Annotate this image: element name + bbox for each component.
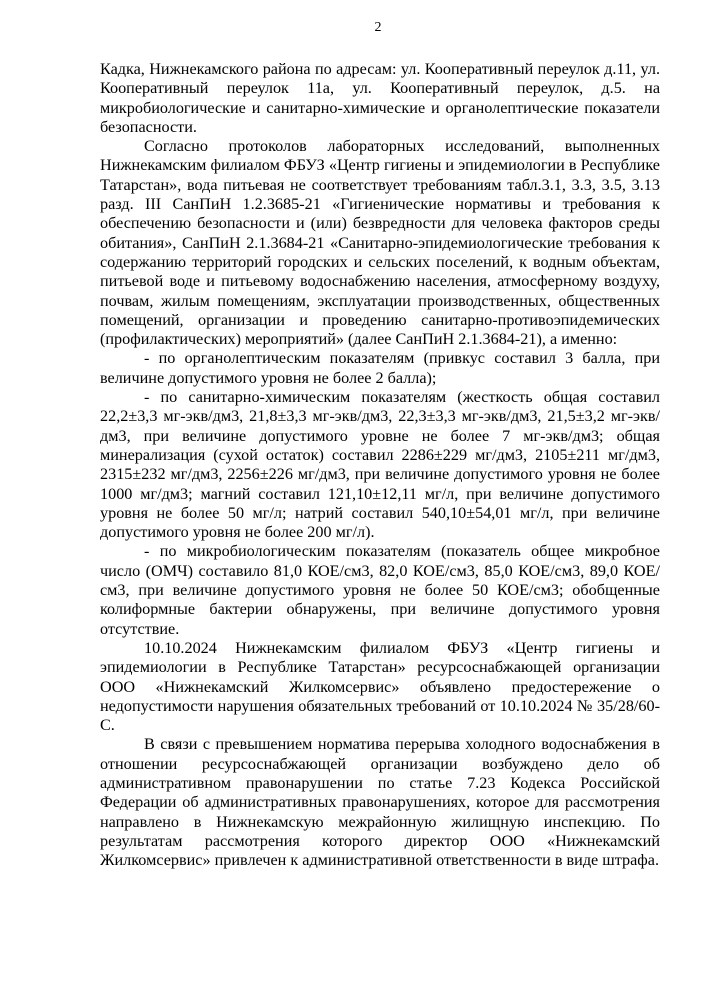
page-number: 2 bbox=[374, 20, 382, 35]
paragraph-administrative-case: В связи с превышением норматива перерыва холодного водоснабжения в отношении ресурсоснабжающей организации возбуждено дело об административном правонарушении по статье 7.23 Кодекса Российской Федерации об административных правонарушениях, которое для рассмотрения направлено в Нижнекамскую межрайонную жилищную инспекцию. По результатам рассмотрения которого директор ООО «Нижнекамский Жилкомсервис» привлечен к административной ответственности в виде штрафа. bbox=[100, 735, 660, 870]
paragraph-warning: 10.10.2024 Нижнекамским филиалом ФБУЗ «Центр гигиены и эпидемиологии в Республике Татарстан» ресурсоснабжающей организации ООО «Нижнекамский Жилкомсервис» объявлено предостережение о недопустимости нарушения обязательных требований от 10.10.2024 № 35/28/60-С. bbox=[100, 638, 660, 735]
paragraph-organoleptic: - по органолептическим показателям (привкус составил 3 балла, при величине допустимого уровня не более 2 балла); bbox=[100, 349, 660, 387]
paragraph-microbiological: - по микробиологическим показателям (показатель общее микробное число (ОМЧ) составило 81,0 КОЕ/см3, 82,0 КОЕ/см3, 85,0 КОЕ/см3, 89,0 КОЕ/см3, при величине допустимого уровня не более 50 КОЕ/см3; обобщенные колиформные бактерии обнаружены, при величине допустимого уровня отсутствие. bbox=[100, 542, 660, 638]
paragraph-sanitary-chemical: - по санитарно-химическим показателям (жесткость общая составил 22,2±3,3 мг-экв/дм3, 21,8±3,3 мг-экв/дм3, 22,3±3,3 мг-экв/дм3, 21,5±3,2 мг-экв/дм3, при величине допустимого уровне не более 7 мг-экв/дм3; общая минерализация (сухой остаток) составил 2286±229 мг/дм3, 2105±211 мг/дм3, 2315±232 мг/дм3, 2256±226 мг/дм3, при величине допустимого уровня не более 1000 мг/дм3; магний составил 121,10±12,11 мг/л, при величине допустимого уровня не более 50 мг/л; натрий составил 540,10±54,01 мг/л, при величине допустимого уровня не более 200 мг/л). bbox=[100, 388, 660, 542]
paragraph-address-continuation: Кадка, Нижнекамского района по адресам: ул. Кооперативный переулок д.11, ул. Кооперативный переулок 11а, ул. Кооперативный переулок, д.5. на микробиологические и санитарно-химические и органолептические показатели безопасности. bbox=[100, 60, 660, 136]
paragraph-lab-protocols: Согласно протоколов лабораторных исследований, выполненных Нижнекамским филиалом ФБУЗ «Центр гигиены и эпидемиологии в Республике Татарстан», вода питьевая не соответствует требованиям табл.3.1, 3.3, 3.5, 3.13 разд. III СанПиН 1.2.3685-21 «Гигиенические нормативы и требования к обеспечению безопасности и (или) безвредности для человека факторов среды обитания», СанПиН 2.1.3684-21 «Санитарно-эпидемиологические требования к содержанию территорий городских и сельских поселений, к водным объектам, питьевой воде и питьевому водоснабжению населения, атмосферному воздуху, почвам, жилым помещениям, эксплуатации производственных, общественных помещений, организации и проведению санитарно-противоэпидемических (профилактических) мероприятий» (далее СанПиН 2.1.3684-21), а именно: bbox=[100, 137, 660, 349]
document-body bbox=[100, 60, 660, 870]
